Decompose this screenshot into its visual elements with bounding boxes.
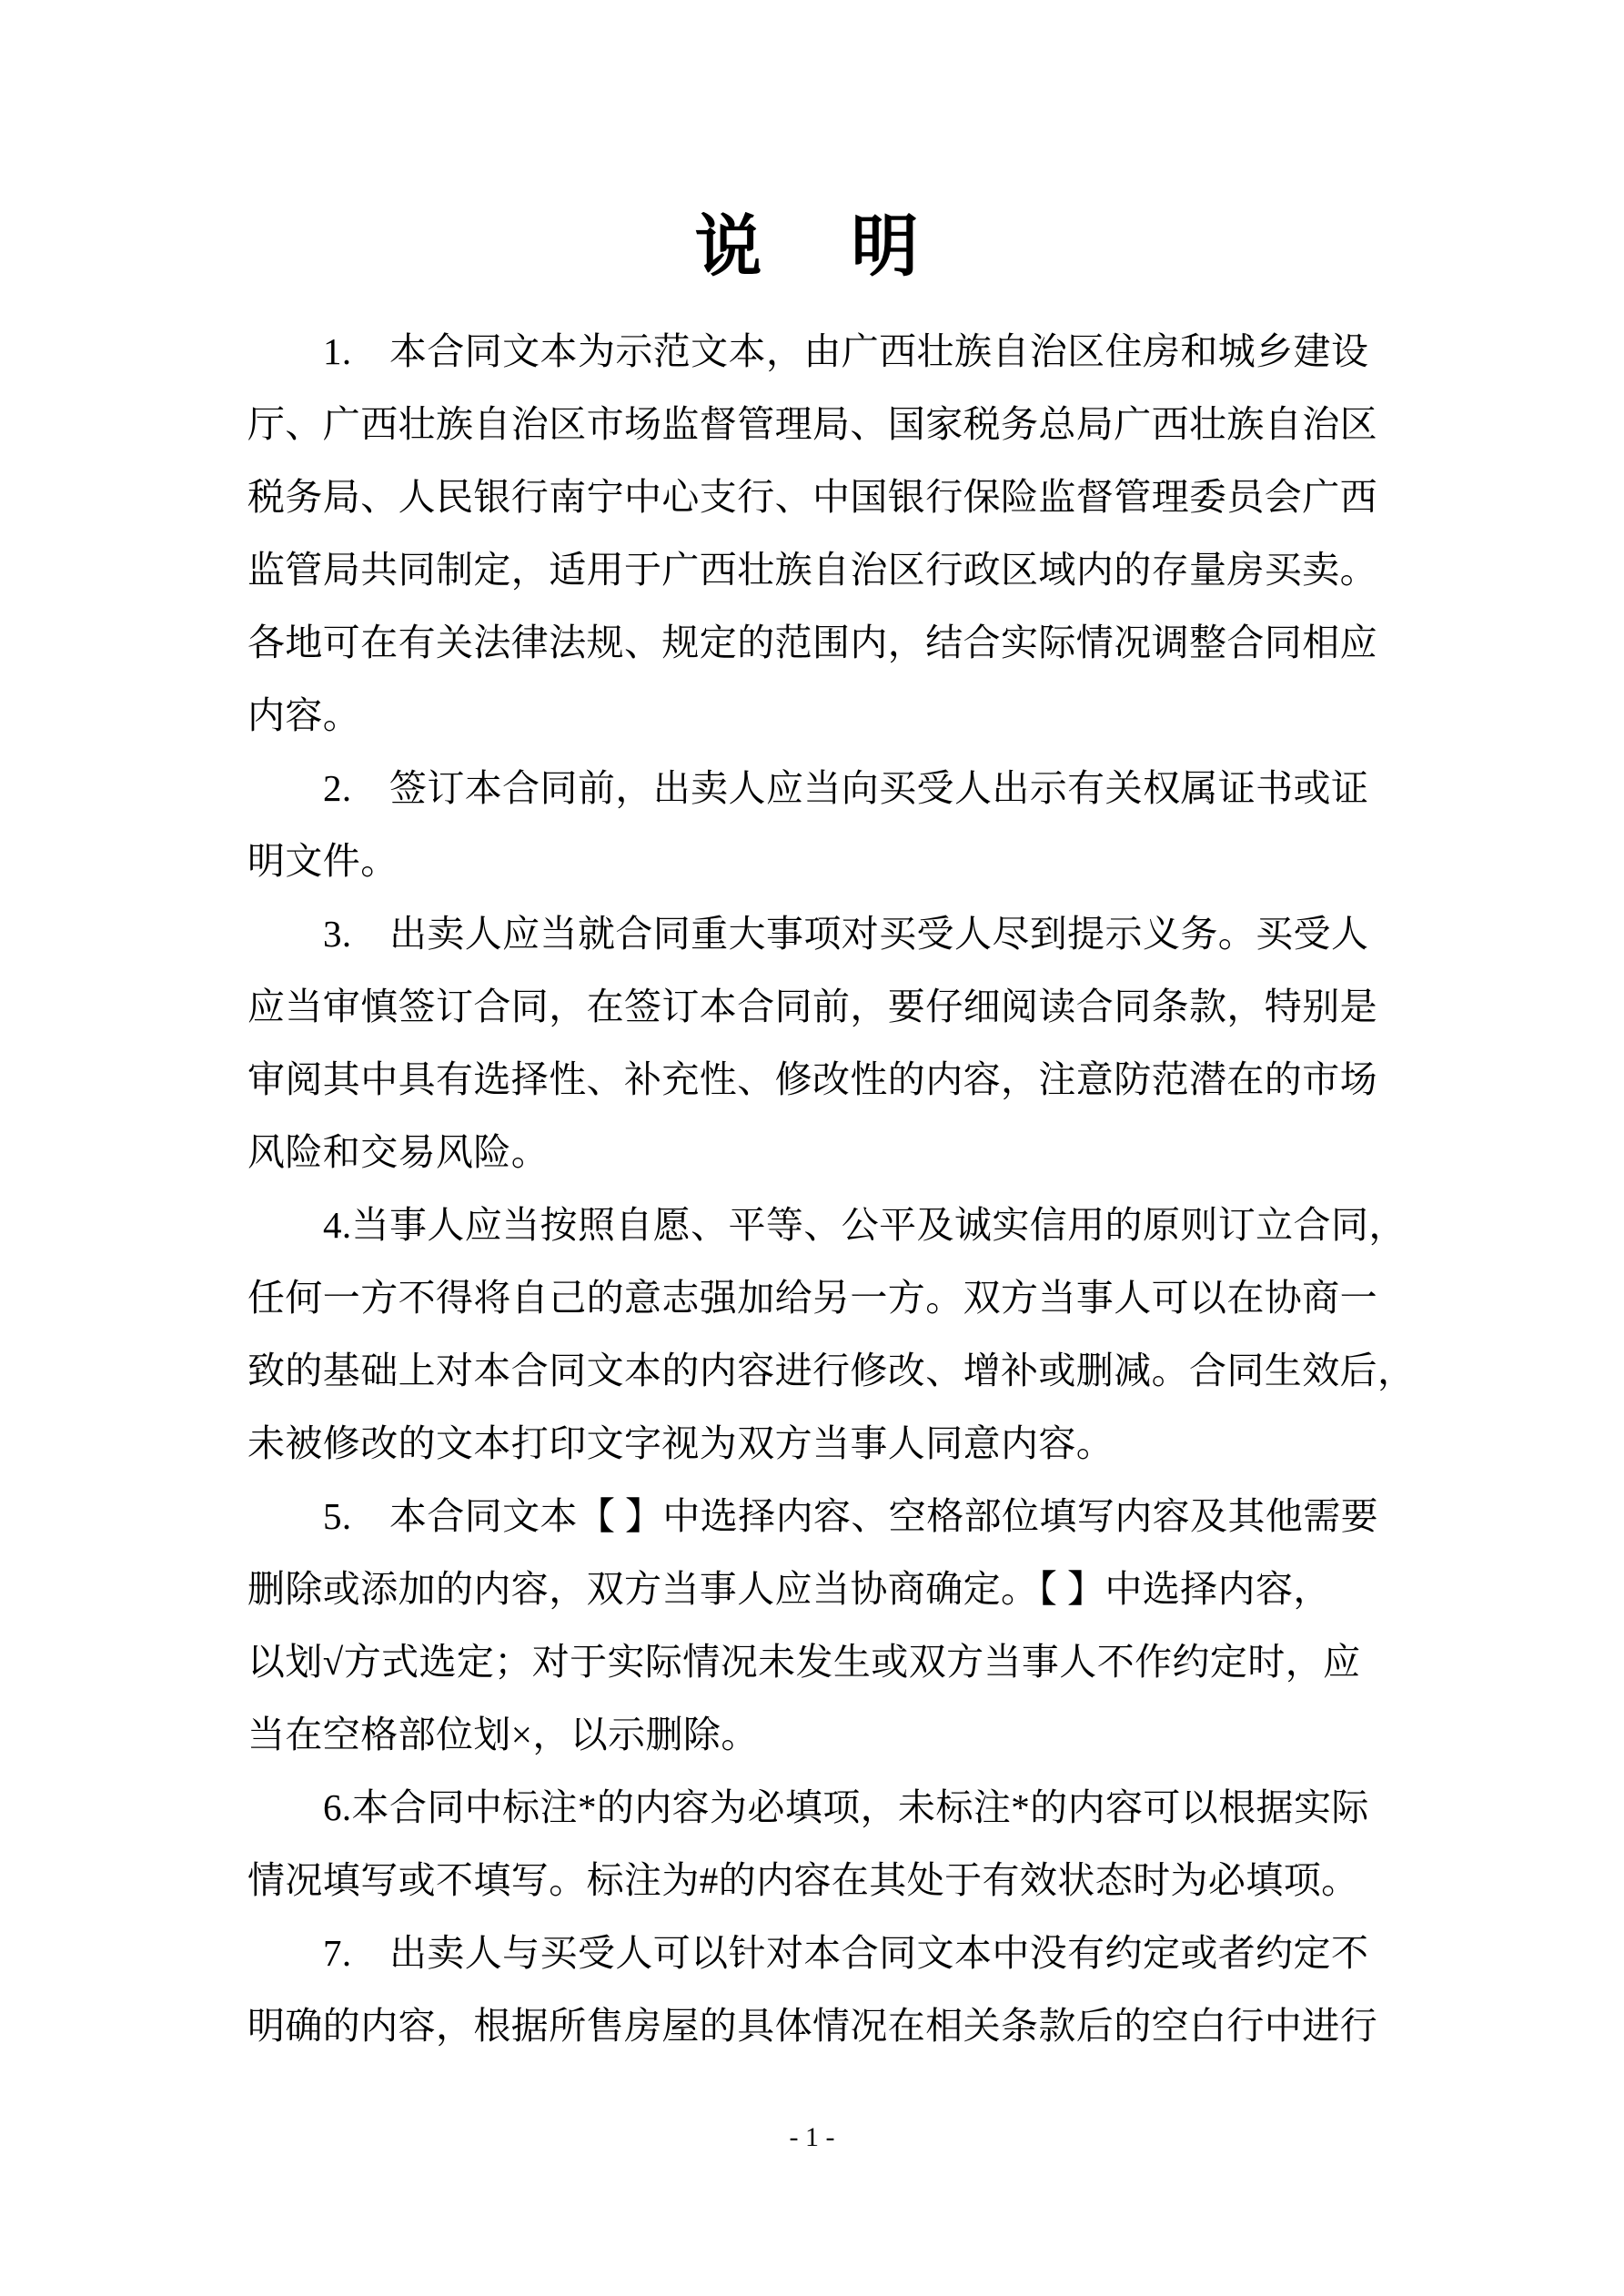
text-line: 2. 签订本合同前，出卖人应当向买受人出示有关权属证书或证: [323, 767, 1369, 809]
text-line: 明文件。: [247, 840, 398, 882]
text-line: 致的基础上对本合同文本的内容进行修改、增补或删减。合同生效后，: [247, 1350, 1416, 1391]
text-line: 明确的内容，根据所售房屋的具体情况在相关条款后的空白行中进行: [247, 2005, 1377, 2047]
text-line: 监管局共同制定，适用于广西壮族自治区行政区域内的存量房买卖。: [247, 549, 1377, 591]
text-line: 3. 出卖人应当就合同重大事项对买受人尽到提示义务。买受人: [323, 913, 1369, 955]
text-line: 厅、广西壮族自治区市场监督管理局、国家税务总局广西壮族自治区: [247, 403, 1377, 445]
text-line: 审阅其中具有选择性、补充性、修改性的内容，注意防范潜在的市场: [247, 1058, 1377, 1100]
text-line: 6.本合同中标注*的内容为必填项，未标注*的内容可以根据实际: [323, 1786, 1369, 1828]
text-line: 未被修改的文本打印文字视为双方当事人同意内容。: [247, 1422, 1115, 1464]
text-line: 当在空格部位划×，以示删除。: [247, 1714, 759, 1755]
text-line: 1. 本合同文本为示范文本，由广西壮族自治区住房和城乡建设: [323, 330, 1369, 372]
text-line: 4.当事人应当按照自愿、平等、公平及诚实信用的原则订立合同，: [323, 1204, 1407, 1246]
text-line: 情况填写或不填写。标注为#的内容在其处于有效状态时为必填项。: [247, 1859, 1359, 1901]
text-line: 税务局、人民银行南宁中心支行、中国银行保险监督管理委员会广西: [247, 476, 1377, 518]
text-line: 内容。: [247, 694, 361, 736]
text-line: 风险和交易风险。: [247, 1131, 550, 1173]
page-number: - 1 -: [789, 2122, 835, 2152]
text-line: 各地可在有关法律法规、规定的范围内，结合实际情况调整合同相应: [247, 622, 1377, 663]
document-body: [247, 315, 1416, 2062]
text-line: 删除或添加的内容，双方当事人应当协商确定。【 】中选择内容，: [247, 1568, 1331, 1610]
text-line: 以划√方式选定；对于实际情况未发生或双方当事人不作约定时，应: [247, 1641, 1361, 1683]
text-line: 任何一方不得将自己的意志强加给另一方。双方当事人可以在协商一: [247, 1277, 1377, 1319]
text-line: 7. 出卖人与买受人可以针对本合同文本中没有约定或者约定不: [323, 1932, 1369, 1974]
text-line: 应当审慎签订合同，在签订本合同前，要仔细阅读合同条款，特别是: [247, 986, 1377, 1027]
document-title: 说 明: [694, 210, 930, 285]
text-line: 5. 本合同文本【 】中选择内容、空格部位填写内容及其他需要: [323, 1495, 1378, 1537]
